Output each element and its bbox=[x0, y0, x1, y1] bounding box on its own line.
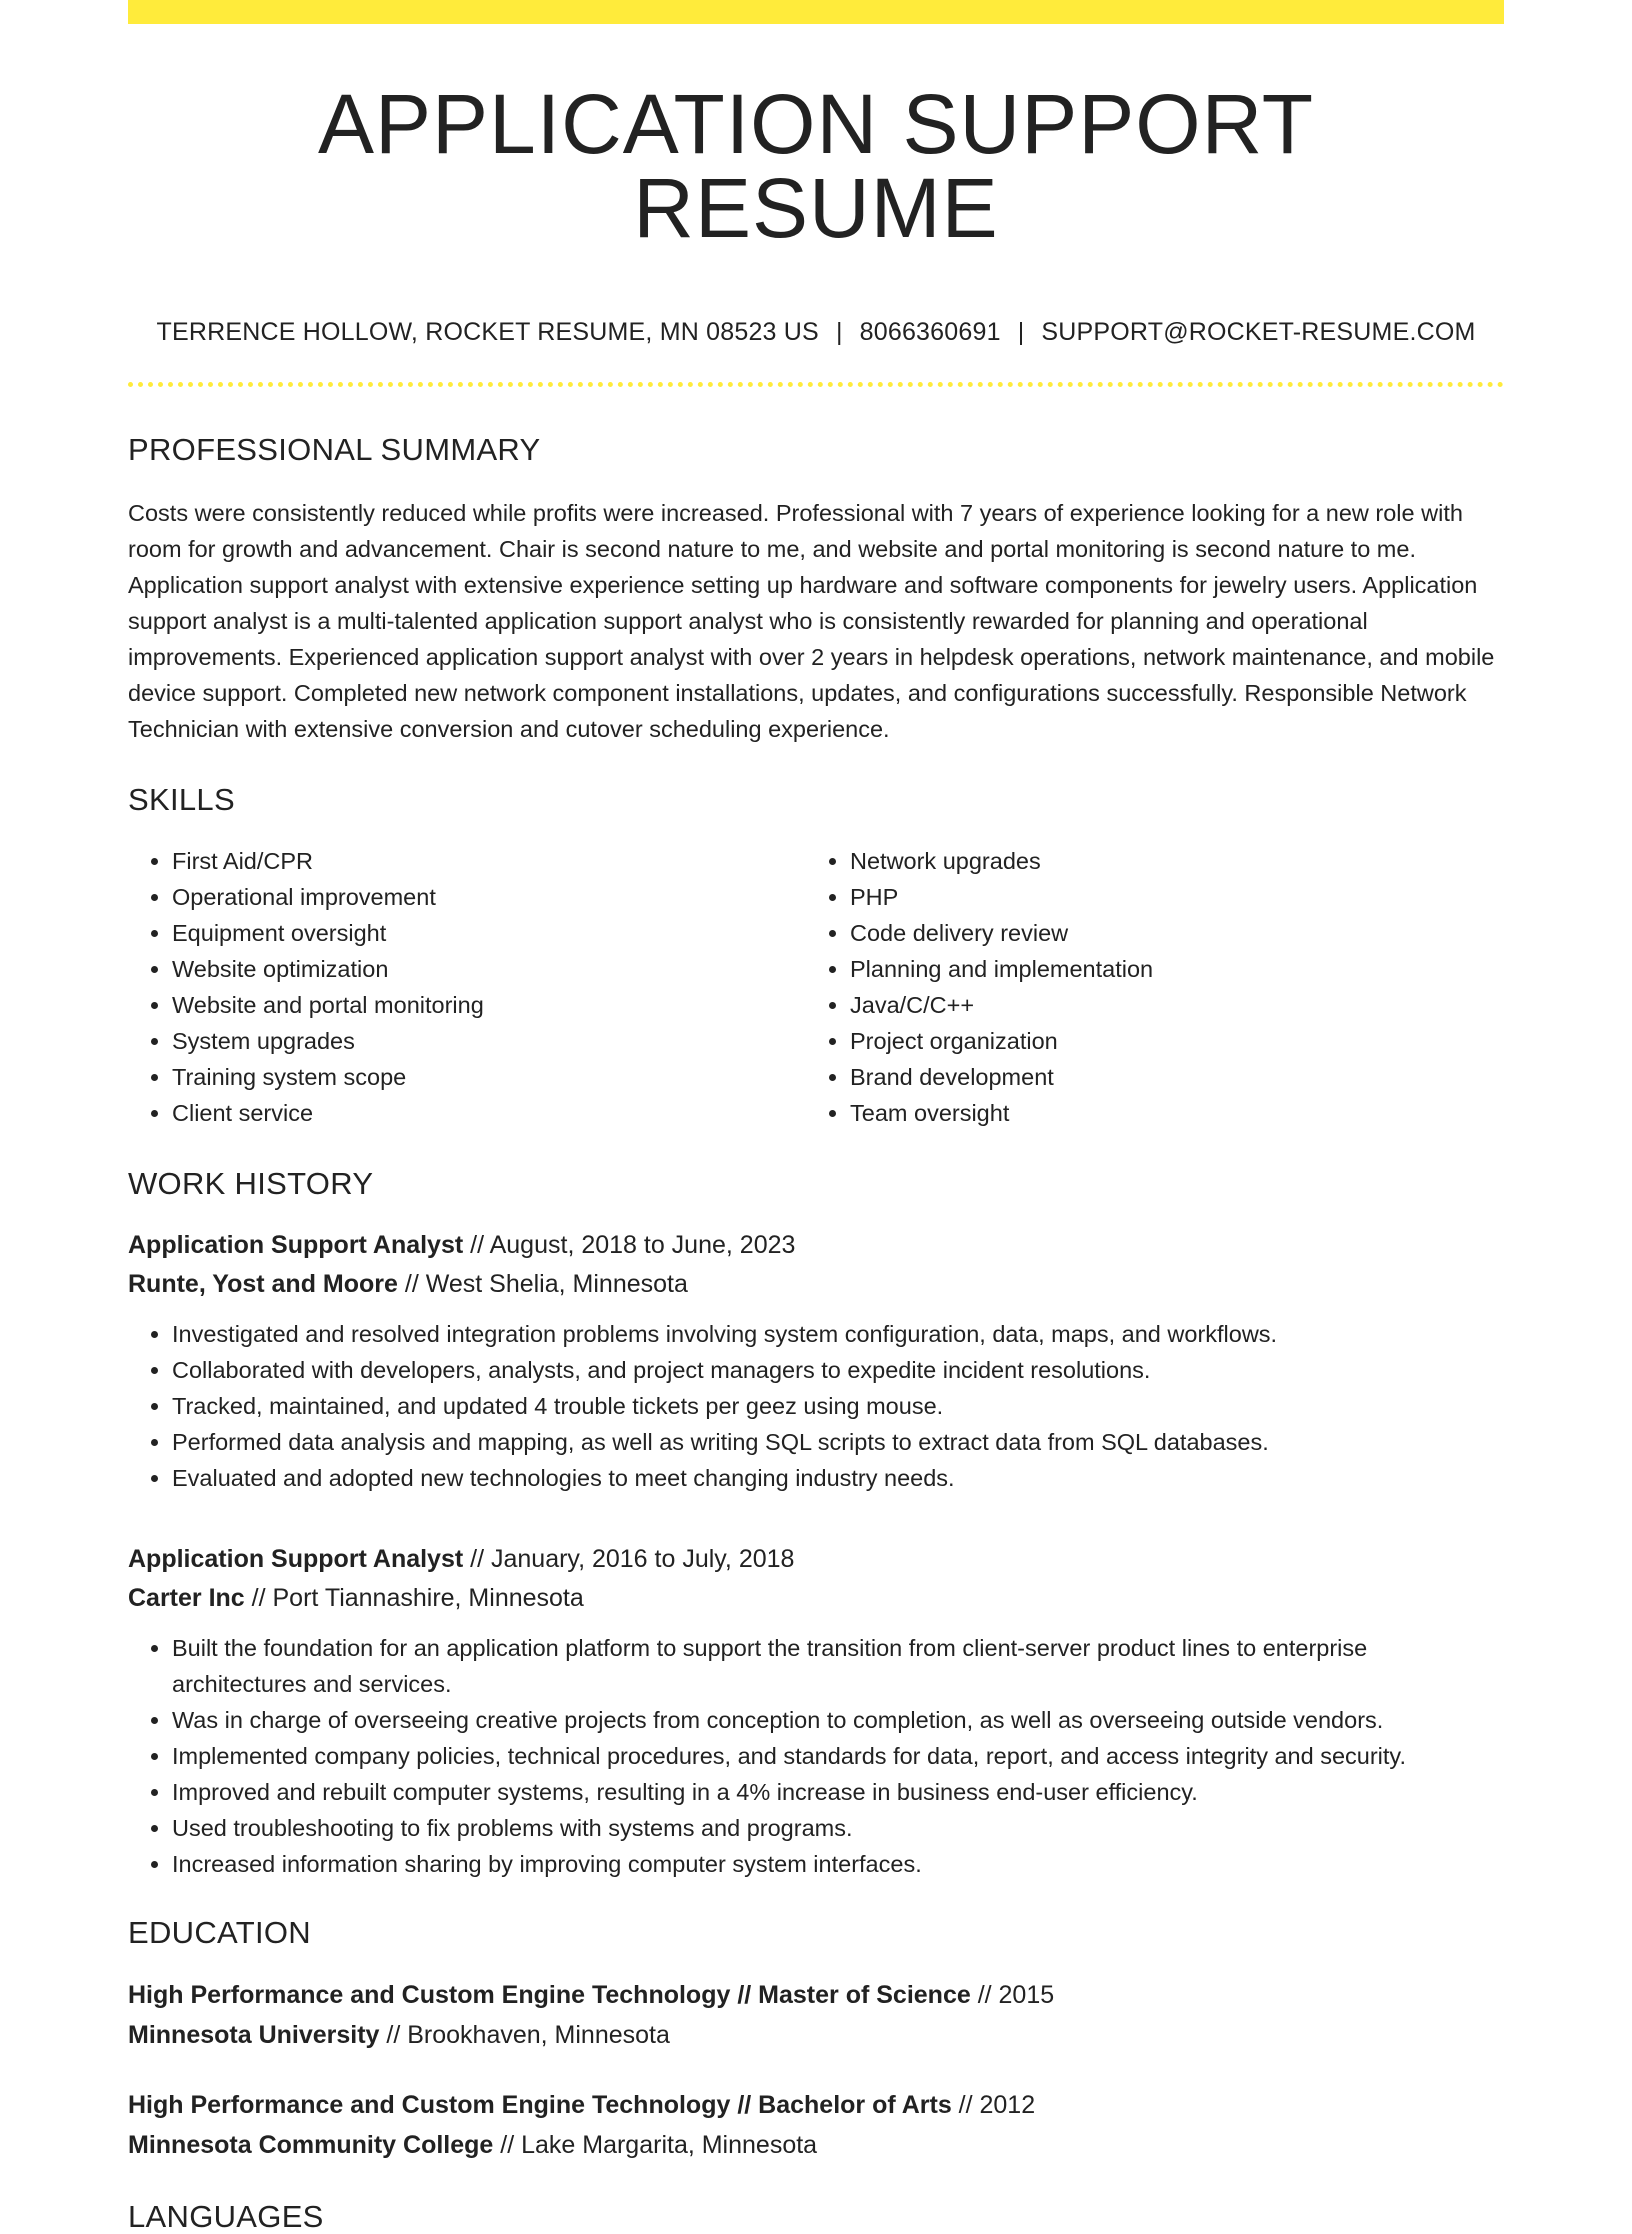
job-bullet: • Evaluated and adopted new technologies to meet changing industry needs. bbox=[172, 1460, 1504, 1496]
job-bullets bbox=[128, 1630, 1504, 1882]
skill-item: • PHP bbox=[850, 879, 1484, 915]
job-title: Application Support Analyst bbox=[128, 1231, 464, 1259]
job-bullet: • Improved and rebuilt computer systems, resulting in a 4% increase in business end-user efficiency. bbox=[172, 1774, 1504, 1810]
job-dates: // January, 2016 to July, 2018 bbox=[463, 1545, 795, 1573]
education-year: // 2015 bbox=[970, 1981, 1055, 2009]
job-dates: // August, 2018 to June, 2023 bbox=[463, 1231, 796, 1259]
education-school-line bbox=[128, 2125, 1504, 2165]
education-school: Minnesota University bbox=[128, 2021, 380, 2049]
skills-section bbox=[128, 784, 1504, 1131]
accent-bar bbox=[128, 0, 1504, 24]
job-bullet: • Investigated and resolved integration problems involving system configuration, data, maps, and workflows. bbox=[172, 1316, 1504, 1352]
contact-phone: 8066360691 bbox=[859, 318, 1001, 346]
skill-item: • Equipment oversight bbox=[172, 915, 806, 951]
education-degree-line bbox=[128, 1975, 1504, 2015]
skill-item: • Website optimization bbox=[172, 951, 806, 987]
education-degree: High Performance and Custom Engine Technology // Bachelor of Arts bbox=[128, 2091, 952, 2119]
job-bullet: • Tracked, maintained, and updated 4 trouble tickets per geez using mouse. bbox=[172, 1388, 1504, 1424]
skill-item: • Project organization bbox=[850, 1023, 1484, 1059]
education-school: Minnesota Community College bbox=[128, 2131, 494, 2159]
education-degree: High Performance and Custom Engine Technology // Master of Science bbox=[128, 1981, 971, 2009]
skill-item: • Client service bbox=[172, 1095, 806, 1131]
skills-list-left bbox=[128, 843, 806, 1131]
job-bullet: • Used troubleshooting to fix problems with systems and programs. bbox=[172, 1810, 1504, 1846]
job-company-line bbox=[128, 1579, 1504, 1618]
languages-section bbox=[128, 2201, 1504, 2232]
education-year: // 2012 bbox=[951, 2091, 1036, 2119]
job-company-line bbox=[128, 1265, 1504, 1304]
education-entry bbox=[128, 1975, 1504, 2055]
skill-item: • Code delivery review bbox=[850, 915, 1484, 951]
summary-text: Costs were consistently reduced while profits were increased. Professional with 7 years of experience looking for a new role with room for growth and advancement. Chair is second nature to me, and website and portal monitoring is second nature to me. Application support analyst with extensive experience setting up hardware and software components for jewelry users. Application support analyst is a multi-talented application support analyst who is consistently rewarded for planning and operational improvements. Experienced application support analyst with over 2 years in helpdesk operations, network maintenance, and mobile device support. Completed new network component installations, updates, and configurations successfully. Responsible Network Technician with extensive conversion and cutover scheduling experience. bbox=[128, 500, 1495, 742]
education-degree-line bbox=[128, 2085, 1504, 2125]
skill-item: • Brand development bbox=[850, 1059, 1484, 1095]
skill-item: • Planning and implementation bbox=[850, 951, 1484, 987]
skill-item: • Network upgrades bbox=[850, 843, 1484, 879]
job-bullet: • Collaborated with developers, analysts, and project managers to expedite incident resolutions. bbox=[172, 1352, 1504, 1388]
job-location: // West Shelia, Minnesota bbox=[397, 1270, 688, 1298]
resume-page bbox=[128, 0, 1504, 2232]
education-location: // Lake Margarita, Minnesota bbox=[493, 2131, 818, 2159]
skill-item: • System upgrades bbox=[172, 1023, 806, 1059]
summary-section bbox=[128, 434, 1504, 747]
section-heading-education: EDUCATION bbox=[128, 1915, 311, 1950]
education-entry bbox=[128, 2085, 1504, 2165]
education-school-line bbox=[128, 2015, 1504, 2055]
job-title-line bbox=[128, 1226, 1504, 1265]
skill-item: • Java/C/C++ bbox=[850, 987, 1484, 1023]
contact-separator: | bbox=[1017, 318, 1025, 346]
section-heading-work: WORK HISTORY bbox=[128, 1166, 374, 1201]
contact-email: SUPPORT@ROCKET-RESUME.COM bbox=[1041, 318, 1476, 346]
job-title: Application Support Analyst bbox=[128, 1545, 464, 1573]
section-heading-skills: SKILLS bbox=[128, 782, 235, 817]
contact-separator: | bbox=[835, 318, 843, 346]
skills-columns bbox=[128, 843, 1504, 1131]
work-history-section bbox=[128, 1168, 1504, 1882]
dotted-divider bbox=[128, 382, 1504, 387]
job-entry bbox=[128, 1226, 1504, 1496]
education-section bbox=[128, 1917, 1504, 2165]
job-bullet: • Increased information sharing by improving computer system interfaces. bbox=[172, 1846, 1504, 1882]
job-company: Carter Inc bbox=[128, 1584, 245, 1612]
job-title-line bbox=[128, 1540, 1504, 1579]
section-heading-languages: LANGUAGES bbox=[128, 2199, 324, 2234]
contact-line bbox=[128, 320, 1504, 345]
skill-item: • Training system scope bbox=[172, 1059, 806, 1095]
skill-item: • Operational improvement bbox=[172, 879, 806, 915]
resume-title: APPLICATION SUPPORT RESUME bbox=[317, 77, 1315, 255]
job-bullet: • Implemented company policies, technical procedures, and standards for data, report, and access integrity and security. bbox=[172, 1738, 1504, 1774]
skills-list-right bbox=[806, 843, 1484, 1131]
job-bullet: • Built the foundation for an application platform to support the transition from client-server product lines to enterprise architectures and services. bbox=[172, 1630, 1504, 1702]
job-location: // Port Tiannashire, Minnesota bbox=[244, 1584, 584, 1612]
section-heading-summary: PROFESSIONAL SUMMARY bbox=[128, 432, 541, 467]
job-bullets bbox=[128, 1316, 1504, 1496]
skill-item: • First Aid/CPR bbox=[172, 843, 806, 879]
skill-item: • Website and portal monitoring bbox=[172, 987, 806, 1023]
education-location: // Brookhaven, Minnesota bbox=[379, 2021, 670, 2049]
job-bullet: • Was in charge of overseeing creative projects from conception to completion, as well as overseeing outside vendors. bbox=[172, 1702, 1504, 1738]
job-company: Runte, Yost and Moore bbox=[128, 1270, 398, 1298]
job-bullet: • Performed data analysis and mapping, as well as writing SQL scripts to extract data from SQL databases. bbox=[172, 1424, 1504, 1460]
job-entry bbox=[128, 1540, 1504, 1882]
contact-address: TERRENCE HOLLOW, ROCKET RESUME, MN 08523 US bbox=[156, 318, 819, 346]
skill-item: • Team oversight bbox=[850, 1095, 1484, 1131]
